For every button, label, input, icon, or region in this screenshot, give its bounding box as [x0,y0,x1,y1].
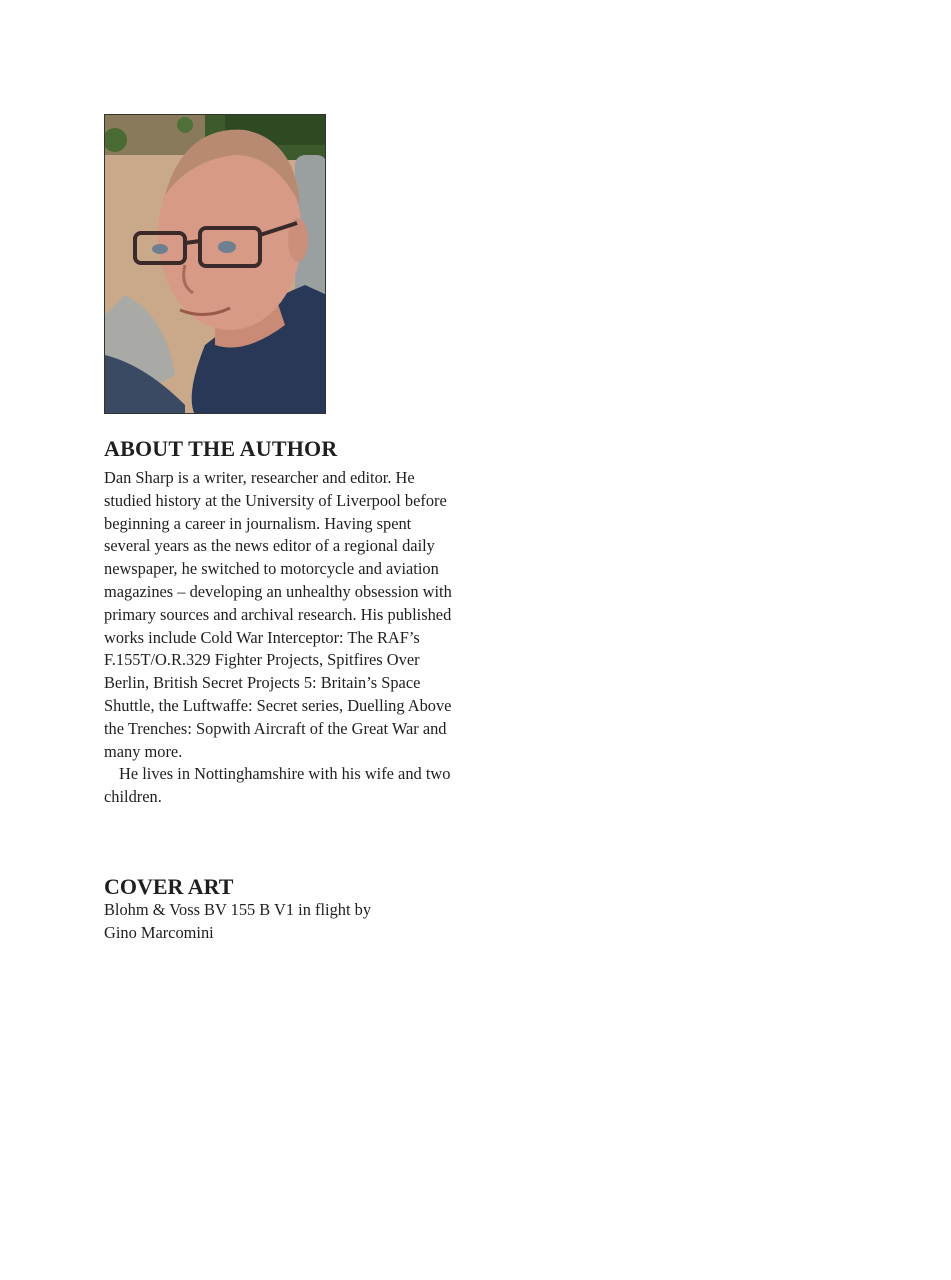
cover-art-line: Blohm & Voss BV 155 B V1 in flight by [104,900,372,919]
bio-paragraph: Dan Sharp is a writer, researcher and editor. He studied history at the University of Liverpool before beginning a career in journalism. Having spent several years as the news editor of a regional daily newspaper, he switched to motorcycle and aviation magazines – developing an unhealthy obsession with primary sources and archival research. His published works include Cold War Interceptor: The RAF’s F.155T/O.R.329 Fighter Projects, Spitfires Over Berlin, British Secret Projects 5: Britain’s Space Shuttle, the Luftwaffe: Secret series, Duelling Above the Trenches: Sopwith Aircraft of the Great War and many more. [104,468,452,761]
cover-art-line: Gino Marcomini [104,922,214,942]
cover-art-credit [104,899,404,945]
bio-paragraph: He lives in Nottinghamshire with his wife and two children. [104,764,451,807]
about-author-heading: ABOUT THE AUTHOR [104,436,338,461]
author-bio [104,467,452,809]
cover-art-heading: COVER ART [104,874,234,899]
author-photo [104,114,326,414]
